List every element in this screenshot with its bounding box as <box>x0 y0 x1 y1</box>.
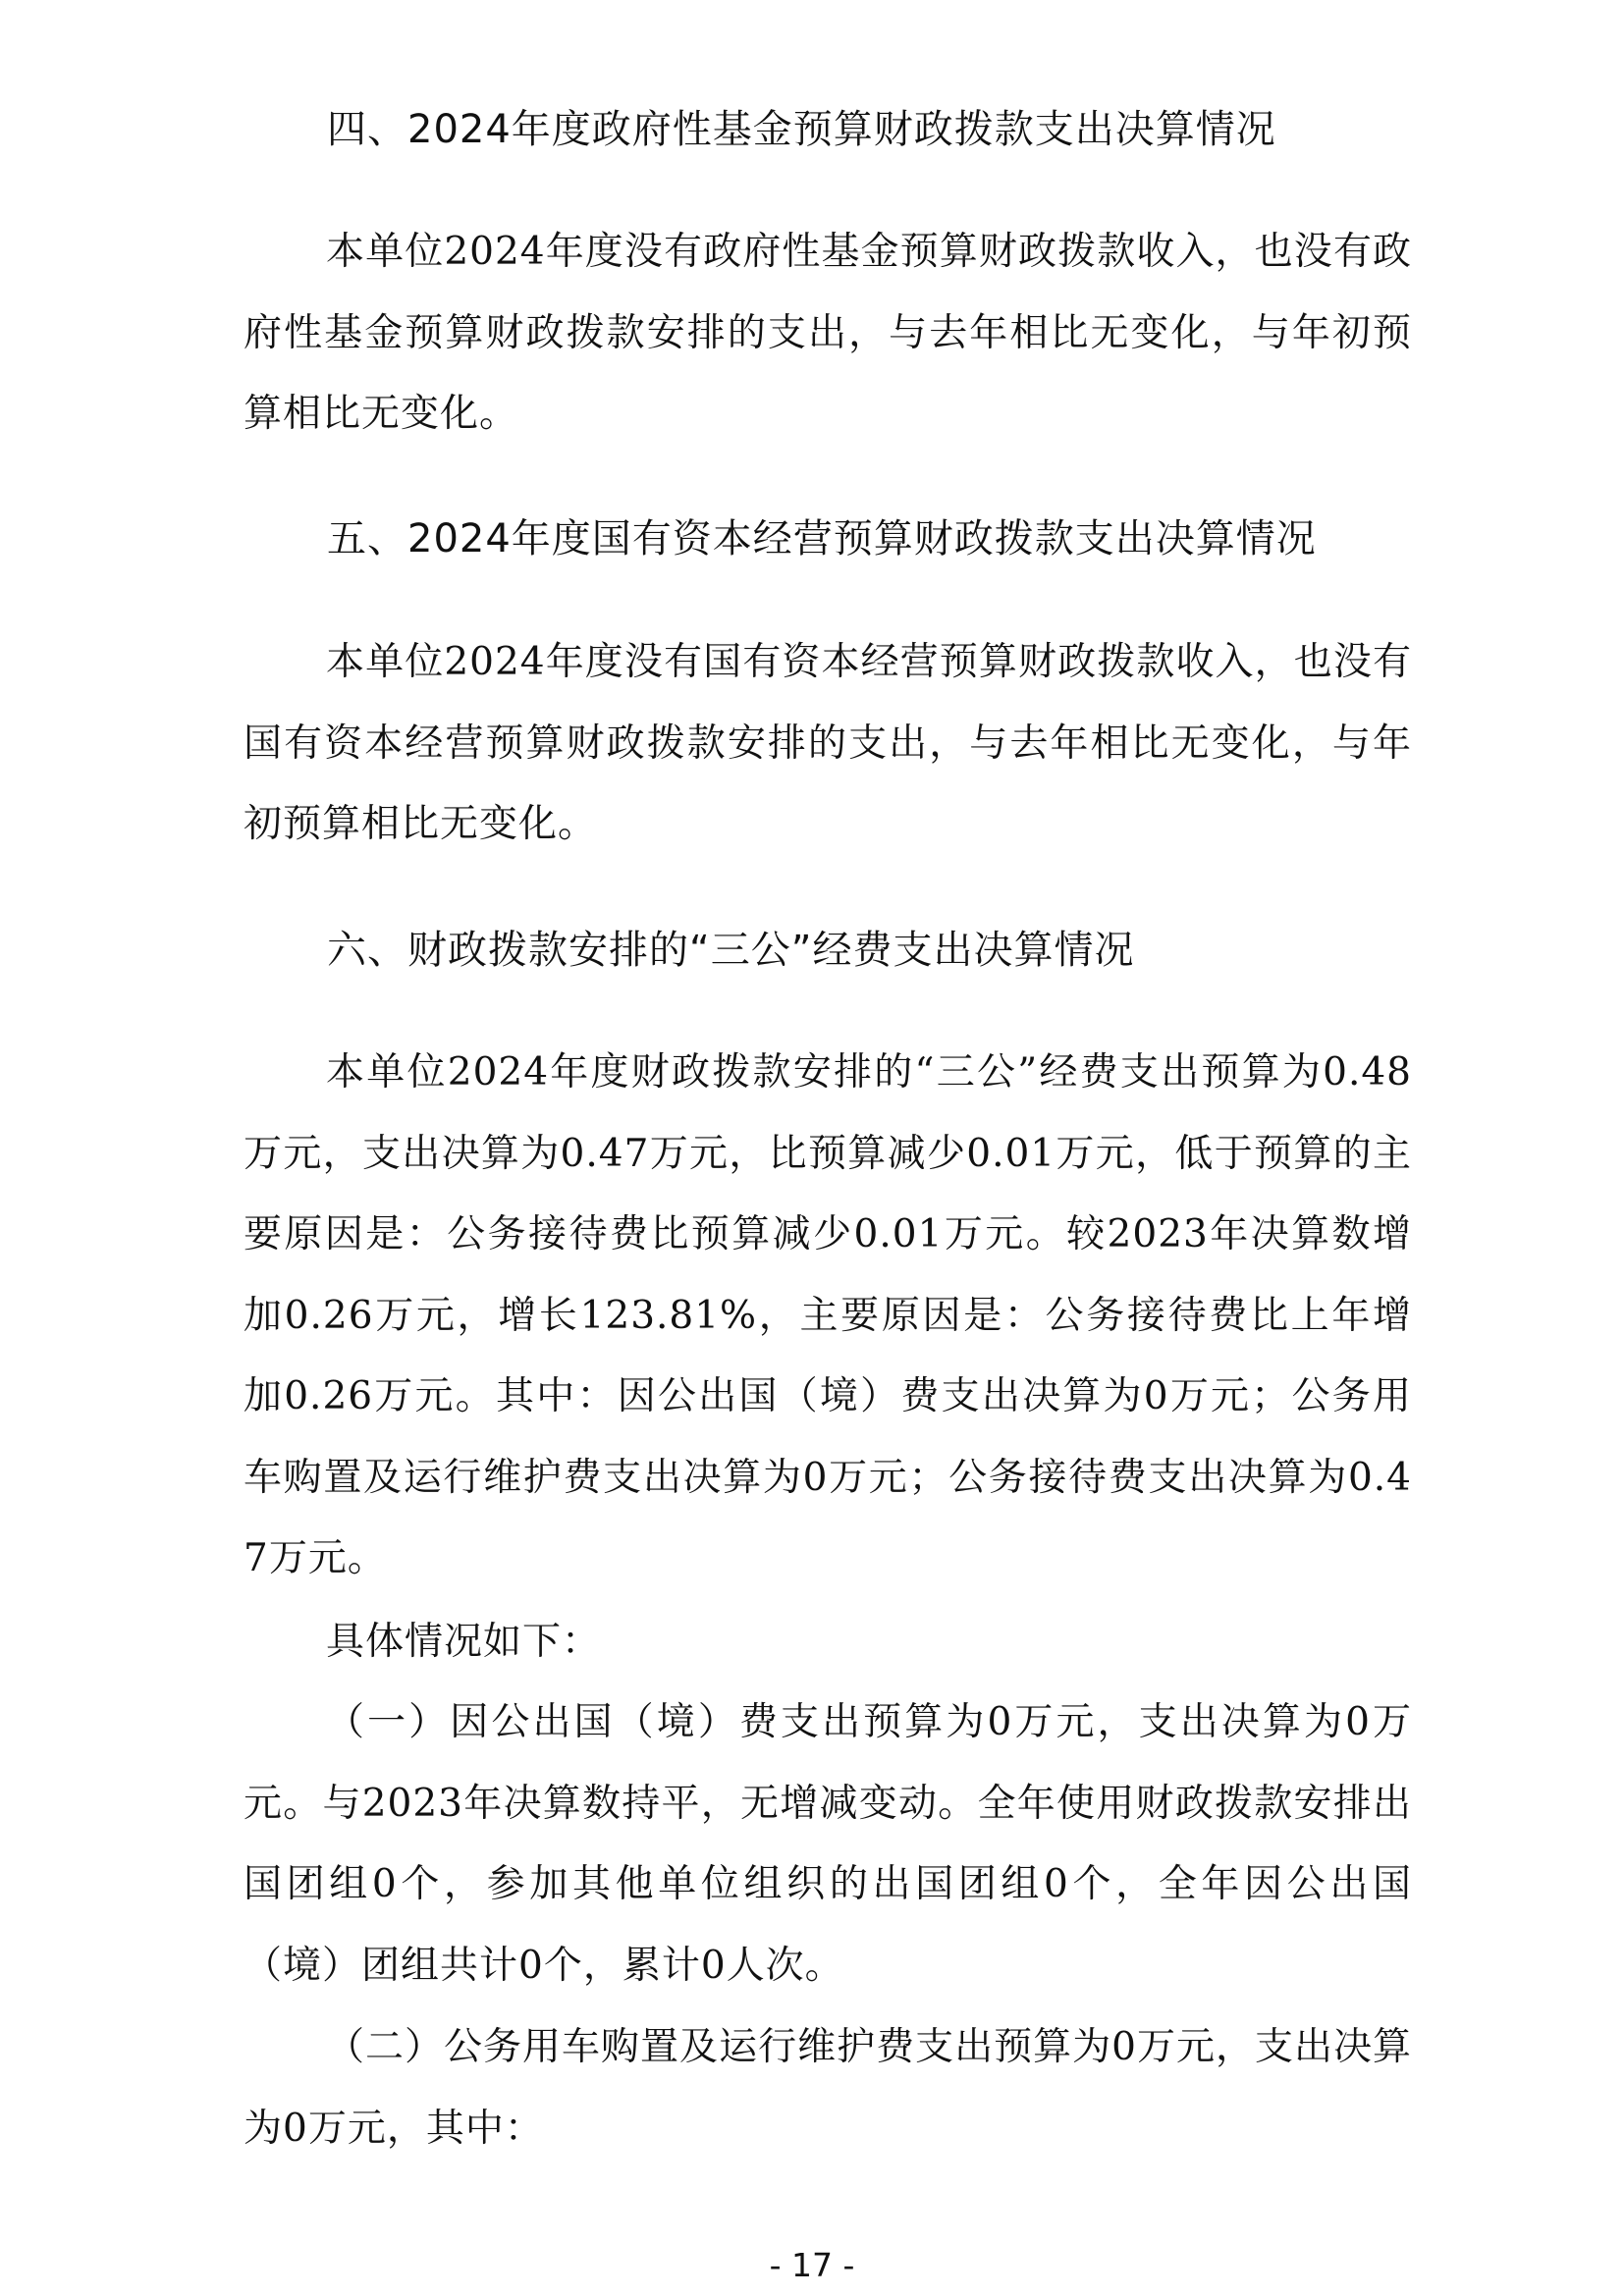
detail-item-2: （二）公务用车购置及运行维护费支出预算为0万元，支出决算为0万元，其中： <box>244 2025 1412 2151</box>
detail-item-1: （一）因公出国（境）费支出预算为0万元，支出决算为0万元。与2023年决算数持平，无增减变动。全年使用财政拨款安排出国团组0个，参加其他单位组织的出国团组0个，全年因公出国（境）团组共计0个，累计0人次。 <box>244 1700 1412 1988</box>
section-4-body: 本单位2024年度没有政府性基金预算财政拨款收入，也没有政府性基金预算财政拨款安排的支出，与去年相比无变化，与年初预算相比无变化。 <box>244 230 1412 436</box>
section-5-heading: 五、2024年度国有资本经营预算财政拨款支出决算情况 <box>327 516 1317 561</box>
page-number: - 17 - <box>769 2246 855 2284</box>
section-6-heading: 六、财政拨款安排的“三公”经费支出决算情况 <box>327 928 1135 973</box>
section-5-body: 本单位2024年度没有国有资本经营预算财政拨款收入，也没有国有资本经营预算财政拨款安排的支出，与去年相比无变化，与年初预算相比无变化。 <box>244 640 1412 846</box>
details-intro: 具体情况如下： <box>326 1620 602 1664</box>
section-6-body: 本单位2024年度财政拨款安排的“三公”经费支出预算为0.48万元，支出决算为0.47万元，比预算减少0.01万元，低于预算的主要原因是：公务接待费比预算减少0.01万元。较2023年决算数增加0.26万元，增长123.81%，主要原因是：公务接待费比上年增加0.26万元。其中：因公出国（境）费支出决算为0万元；公务用车购置及运行维护费支出决算为0万元；公务接待费支出决算为0.47万元。 <box>244 1050 1412 1580</box>
section-4-heading: 四、2024年度政府性基金预算财政拨款支出决算情况 <box>327 107 1276 152</box>
